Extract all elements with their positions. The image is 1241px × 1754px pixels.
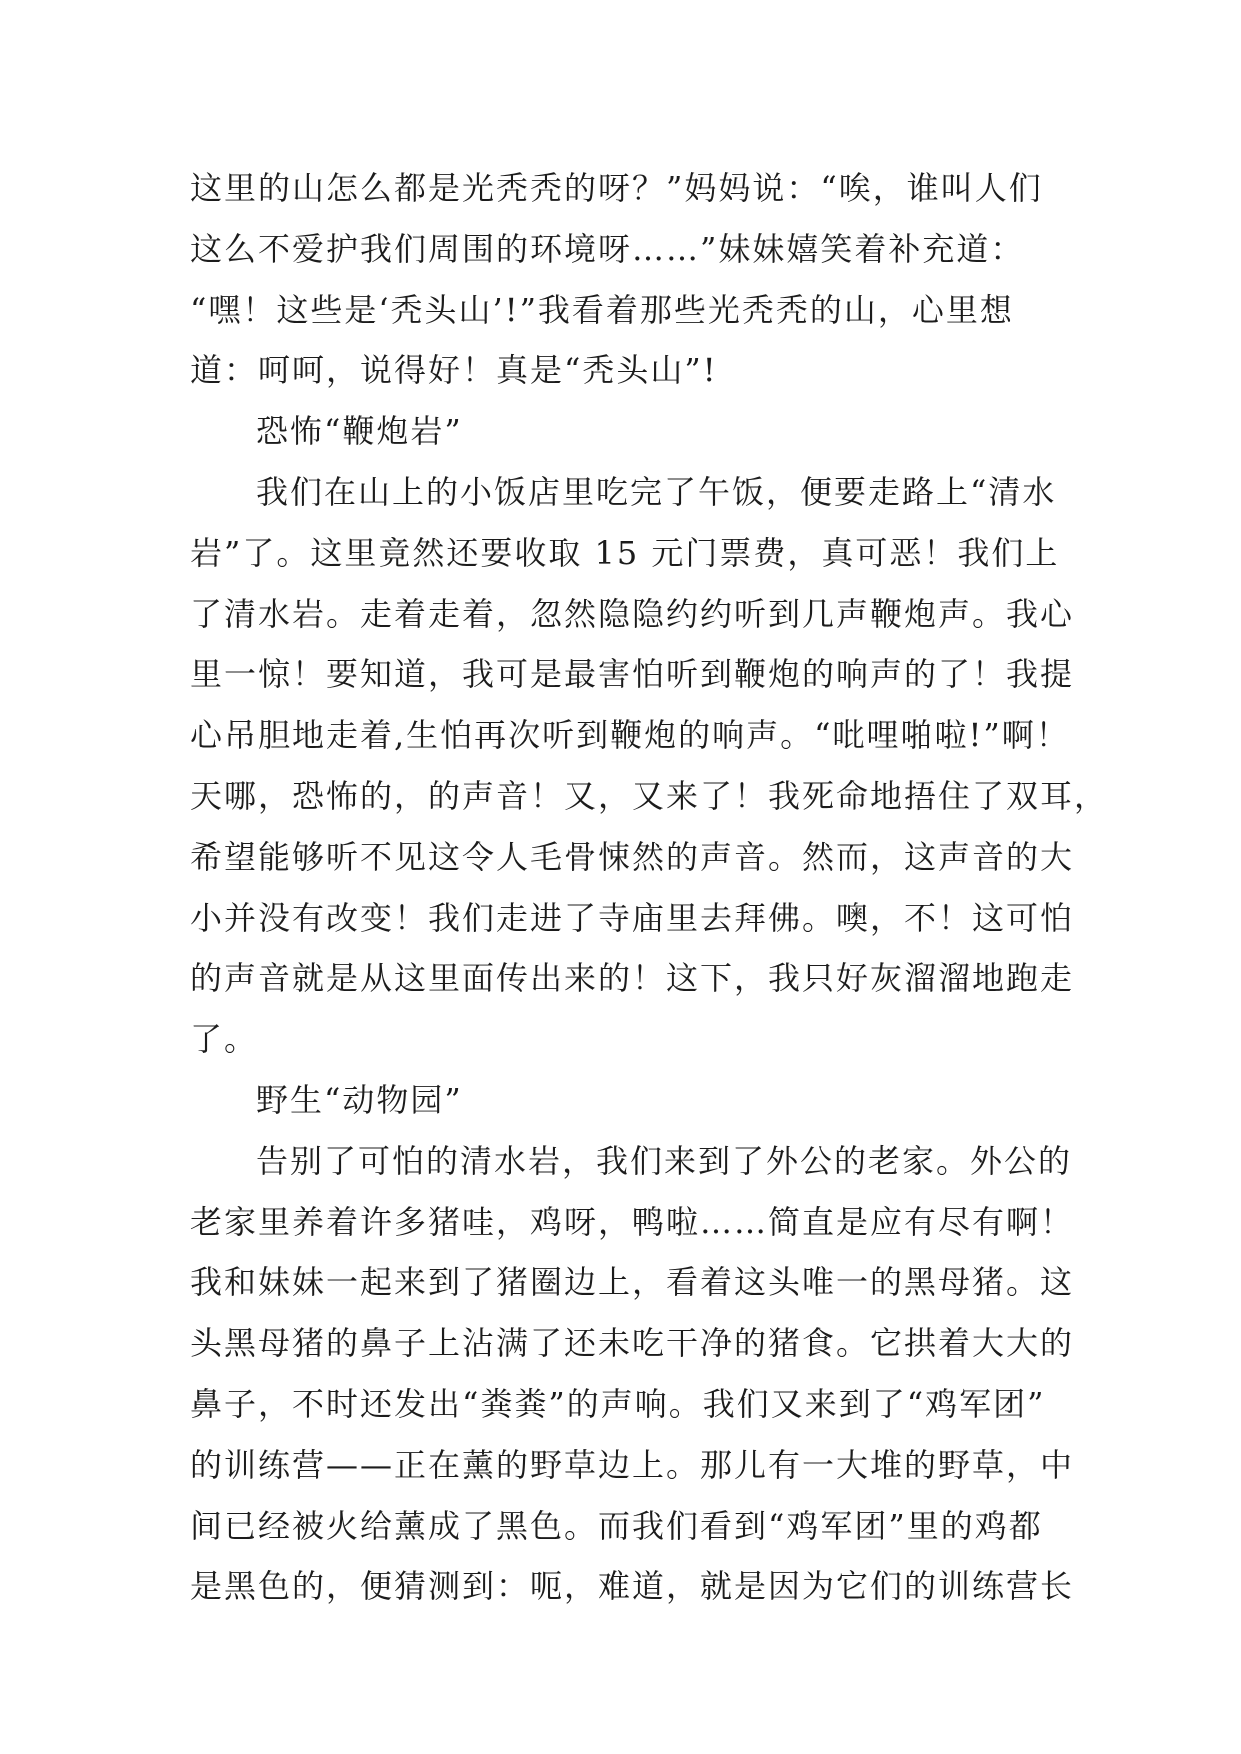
text-line: 天哪，恐怖的，的声音！又，又来了！我死命地捂住了双耳，: [190, 776, 1109, 815]
text-line: 这么不爱护我们周围的环境呀……”妹妹嬉笑着补充道：: [190, 229, 1025, 268]
body-text: [190, 158, 1109, 1617]
text-line: 这里的山怎么都是光秃秃的呀？”妈妈说：“唉，谁叫人们: [190, 169, 1043, 207]
text-line: 是黑色的，便猜测到：呃，难道，就是因为它们的训练营长: [190, 1567, 1075, 1606]
text-line: 心吊胆地走着,生怕再次听到鞭炮的响声。“吡哩啪啦!”啊！: [190, 716, 1070, 755]
text-line: “嘿！这些是‘秃头山’!”我看着那些光秃秃的山，心里想: [190, 290, 1014, 329]
text-line: 野生“动物园”: [256, 1080, 463, 1119]
text-line: 我和妹妹一起来到了猪圈边上，看着这头唯一的黑母猪。这: [190, 1263, 1075, 1302]
text-line: 间已经被火给薰成了黑色。而我们看到“鸡军团”里的鸡都: [190, 1506, 1043, 1545]
text-line: 恐怖“鞭炮岩”: [256, 412, 463, 451]
text-line: 了。: [190, 1020, 259, 1059]
text-line: 鼻子，不时还发出“粪粪”的声响。我们又来到了“鸡军团”: [190, 1384, 1046, 1423]
text-line: 的训练营——正在薰的野草边上。那儿有一大堆的野草，中: [190, 1445, 1075, 1484]
text-line: 的声音就是从这里面传出来的！这下，我只好灰溜溜地跑走: [190, 959, 1075, 998]
text-line: 小并没有改变！我们走进了寺庙里去拜佛。噢，不！这可怕: [190, 898, 1075, 937]
text-line: 岩”了。这里竟然还要收取 15 元门票费，真可恶！我们上: [190, 533, 1060, 572]
text-line: 告别了可怕的清水岩，我们来到了外公的老家。外公的: [256, 1141, 1073, 1180]
text-line: 了清水岩。走着走着，忽然隐隐约约听到几声鞭炮声。我心: [190, 594, 1075, 633]
text-line: 老家里养着许多猪哇，鸡呀，鸭啦……简直是应有尽有啊！: [190, 1202, 1075, 1241]
text-line: 里一惊！要知道，我可是最害怕听到鞭炮的响声的了！我提: [190, 655, 1075, 694]
text-line: 头黑母猪的鼻子上沾满了还未吃干净的猪食。它拱着大大的: [190, 1324, 1075, 1363]
text-line: 道：呵呵，说得好！真是“秃头山”!: [190, 351, 718, 390]
text-line: 希望能够听不见这令人毛骨悚然的声音。然而，这声音的大: [190, 837, 1075, 876]
text-line: 我们在山上的小饭店里吃完了午饭，便要走路上“清水: [256, 472, 1057, 511]
